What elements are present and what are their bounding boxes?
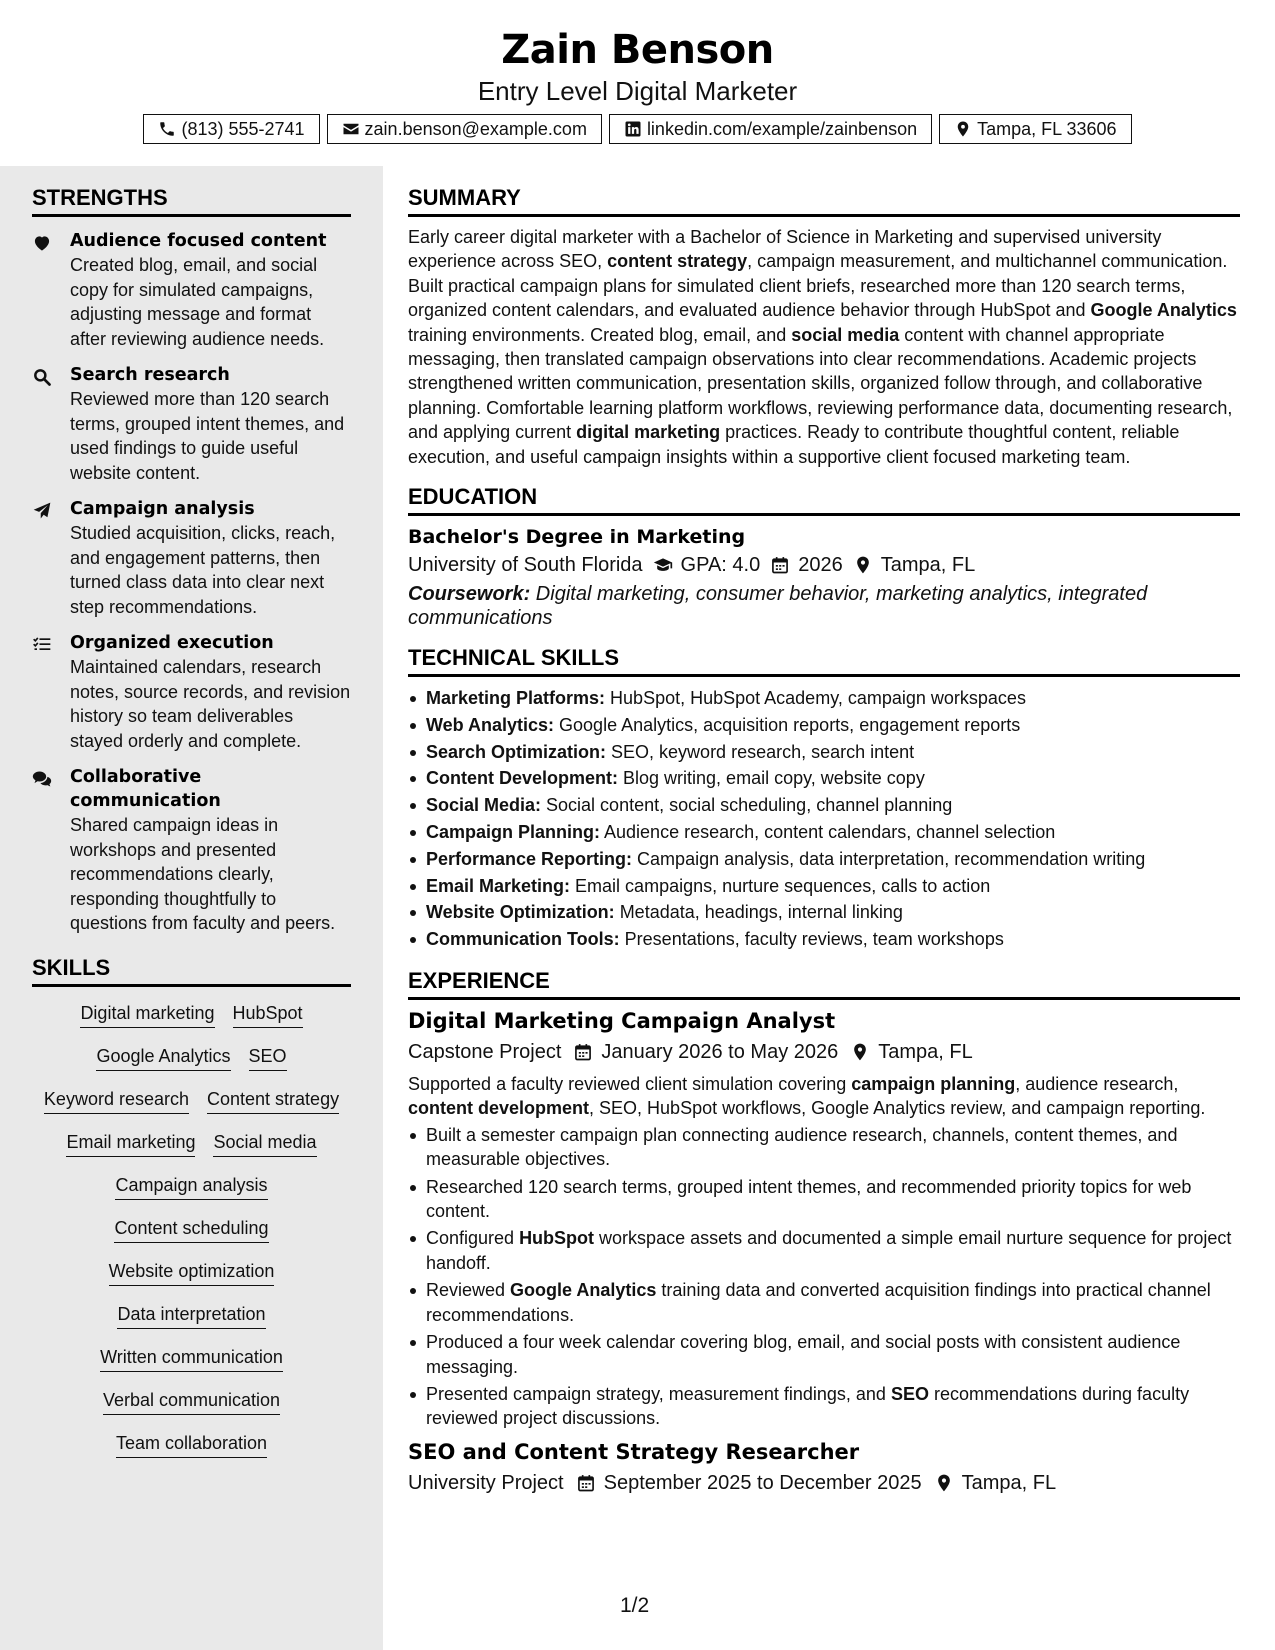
- phone-text: (813) 555-2741: [181, 118, 305, 139]
- experience-heading: EXPERIENCE: [408, 967, 1240, 1000]
- job-org: University Project: [408, 1471, 564, 1494]
- calendar-icon: [770, 555, 790, 575]
- skill-tag: Verbal communication: [103, 1388, 280, 1415]
- strength-desc: Shared campaign ideas in workshops and presented recommendations clearly, responding thoughtfully to questions from faculty and peers.: [70, 815, 336, 933]
- list-item: Web Analytics: Google Analytics, acquisition reports, engagement reports: [408, 712, 1240, 739]
- technical-skills-list: [408, 685, 1240, 953]
- job-title: SEO and Content Strategy Researcher: [408, 1439, 860, 1464]
- resume-header: [0, 0, 1275, 166]
- school-name: University of South Florida: [408, 554, 643, 577]
- summary-text: Early career digital marketer with a Bachelor of Science in Marketing and supervised university experience across SEO, content strategy, campaign measurement, and multichannel communication. Built practical campaign plans for simulated client briefs, researched more than 120 search terms, organized content calendars, and evaluated audience behavior through HubSpot and Google Analytics training environments. Created blog, email, and social media content with channel appropriate messaging, then translated campaign observations into clear recommendations. Academic projects strengthened written communication, presentation skills, organized follow through, and collaborative planning. Comfortable learning platform workflows, reviewing performance data, documenting research, and applying current digital marketing practices. Ready to contribute thoughtful content, reliable execution, and useful campaign insights within a supportive client focused marketing team.: [408, 227, 1237, 467]
- strength-desc: Created blog, email, and social copy for simulated campaigns, adjusting message and format after reviewing audience needs.: [70, 255, 325, 349]
- strengths-heading: STRENGTHS: [32, 184, 351, 217]
- graduation-year: 2026: [798, 554, 843, 577]
- candidate-role: Entry Level Digital Marketer: [477, 76, 798, 106]
- strength-item: [32, 363, 351, 485]
- list-item: Researched 120 search terms, grouped intent themes, and recommended priority topics for web content.: [408, 1175, 1240, 1224]
- skill-tag: Email marketing: [66, 1130, 195, 1157]
- skill-tag: Content scheduling: [114, 1216, 268, 1243]
- contact-email[interactable]: [327, 114, 602, 144]
- linkedin-text: linkedin.com/example/zainbenson: [646, 118, 918, 139]
- contact-phone[interactable]: [143, 114, 319, 144]
- job-description: Supported a faculty reviewed client simulation covering campaign planning, audience research, content development, SEO, HubSpot workflows, Google Analytics review, and campaign reporting.: [408, 1074, 1206, 1119]
- list-item: Marketing Platforms: HubSpot, HubSpot Academy, campaign workspaces: [408, 685, 1240, 712]
- strength-title: Campaign analysis: [70, 499, 255, 519]
- skills-heading: SKILLS: [32, 954, 351, 987]
- job-location: Tampa, FL: [878, 1041, 973, 1064]
- list-item: Campaign Planning: Audience research, content calendars, channel selection: [408, 819, 1240, 846]
- linkedin-icon: [624, 120, 642, 138]
- map-pin-icon: [954, 120, 972, 138]
- contact-linkedin[interactable]: [609, 114, 932, 144]
- chat-bubbles-icon: [32, 769, 52, 789]
- gpa-text: GPA: 4.0: [680, 554, 761, 577]
- paper-plane-icon: [32, 501, 52, 521]
- list-item: Content Development: Blog writing, email copy, website copy: [408, 765, 1240, 792]
- job-title: Digital Marketing Campaign Analyst: [408, 1009, 836, 1034]
- calendar-icon: [576, 1473, 596, 1493]
- strength-desc: Reviewed more than 120 search terms, grouped intent themes, and used findings to guide useful website content.: [70, 389, 345, 483]
- email-text: zain.benson@example.com: [364, 118, 587, 139]
- strength-item: [32, 497, 351, 619]
- list-item: Built a semester campaign plan connecting audience research, channels, content themes, and measurable objectives.: [408, 1123, 1240, 1172]
- skill-tag: Keyword research: [44, 1087, 189, 1114]
- skill-tag: HubSpot: [233, 1001, 303, 1028]
- job-location: Tampa, FL: [961, 1471, 1057, 1494]
- map-pin-icon: [853, 555, 873, 575]
- summary-heading: SUMMARY: [408, 184, 1240, 217]
- skill-tag: Campaign analysis: [115, 1173, 267, 1200]
- job-meta: [408, 1036, 1240, 1068]
- candidate-name: Zain Benson: [501, 27, 774, 73]
- education-meta: [408, 550, 1240, 580]
- page-number: 1/2: [620, 1594, 650, 1617]
- map-pin-icon: [850, 1042, 870, 1062]
- envelope-icon: [342, 120, 360, 138]
- strength-desc: Studied acquisition, clicks, reach, and engagement patterns, then turned class data into clear next step recommendations.: [70, 523, 336, 617]
- skills-list: [32, 1001, 351, 1458]
- skill-tag: Digital marketing: [80, 1001, 214, 1028]
- strength-item: [32, 631, 351, 753]
- strength-title: Organized execution: [70, 633, 274, 653]
- list-item: Produced a four week calendar covering blog, email, and social posts with consistent audience messaging.: [408, 1330, 1240, 1379]
- strength-title: Collaborative communication: [70, 767, 221, 811]
- task-list-icon: [32, 635, 52, 655]
- technical-skills-heading: TECHNICAL SKILLS: [408, 644, 1240, 677]
- calendar-icon: [573, 1042, 593, 1062]
- job-org: Capstone Project: [408, 1041, 562, 1064]
- strengths-list: [32, 229, 351, 936]
- main-column: [408, 166, 1240, 1650]
- list-item: Reviewed Google Analytics training data and converted acquisition findings into practical channel recommendations.: [408, 1278, 1240, 1327]
- skill-tag: Google Analytics: [96, 1044, 230, 1071]
- skill-tag: Team collaboration: [116, 1431, 267, 1458]
- education-location: Tampa, FL: [880, 554, 976, 577]
- skill-tag: Data interpretation: [117, 1302, 265, 1329]
- list-item: Email Marketing: Email campaigns, nurture sequences, calls to action: [408, 873, 1240, 900]
- list-item: Communication Tools: Presentations, faculty reviews, team workshops: [408, 926, 1240, 953]
- strength-title: Audience focused content: [70, 231, 327, 251]
- list-item: Presented campaign strategy, measurement findings, and SEO recommendations during faculty reviewed project discussions.: [408, 1382, 1240, 1431]
- degree-title: Bachelor's Degree in Marketing: [408, 526, 746, 549]
- map-pin-icon: [934, 1473, 954, 1493]
- list-item: Social Media: Social content, social scheduling, channel planning: [408, 792, 1240, 819]
- list-item: Performance Reporting: Campaign analysis, data interpretation, recommendation writing: [408, 846, 1240, 873]
- job-dates: September 2025 to December 2025: [603, 1471, 922, 1494]
- skill-tag: Social media: [213, 1130, 316, 1157]
- phone-icon: [158, 120, 176, 138]
- location-text: Tampa, FL 33606: [977, 118, 1117, 139]
- job-bullets: [408, 1123, 1240, 1431]
- skill-tag: Written communication: [100, 1345, 283, 1372]
- skill-tag: SEO: [249, 1044, 287, 1071]
- skill-tag: Website optimization: [109, 1259, 275, 1286]
- list-item: Configured HubSpot workspace assets and documented a simple email nurture sequence for project handoff.: [408, 1226, 1240, 1275]
- list-item: Website Optimization: Metadata, headings, internal linking: [408, 899, 1240, 926]
- strength-item: [32, 229, 351, 351]
- sidebar: [0, 166, 383, 1650]
- strength-title: Search research: [70, 365, 230, 385]
- job-meta: [408, 1467, 1240, 1499]
- strength-item: [32, 765, 351, 936]
- contact-bar: [0, 114, 1275, 144]
- list-item: Search Optimization: SEO, keyword research, search intent: [408, 739, 1240, 766]
- graduation-cap-icon: [653, 555, 673, 575]
- skill-tag: Content strategy: [207, 1087, 339, 1114]
- coursework: Coursework: Digital marketing, consumer behavior, marketing analytics, integrated communications: [408, 583, 1148, 630]
- contact-location: [939, 114, 1131, 144]
- job-dates: January 2026 to May 2026: [601, 1041, 839, 1064]
- education-heading: EDUCATION: [408, 483, 1240, 516]
- search-icon: [32, 367, 52, 387]
- strength-desc: Maintained calendars, research notes, source records, and revision history so team deliverables stayed orderly and complete.: [70, 657, 351, 751]
- heart-icon: [32, 233, 52, 253]
